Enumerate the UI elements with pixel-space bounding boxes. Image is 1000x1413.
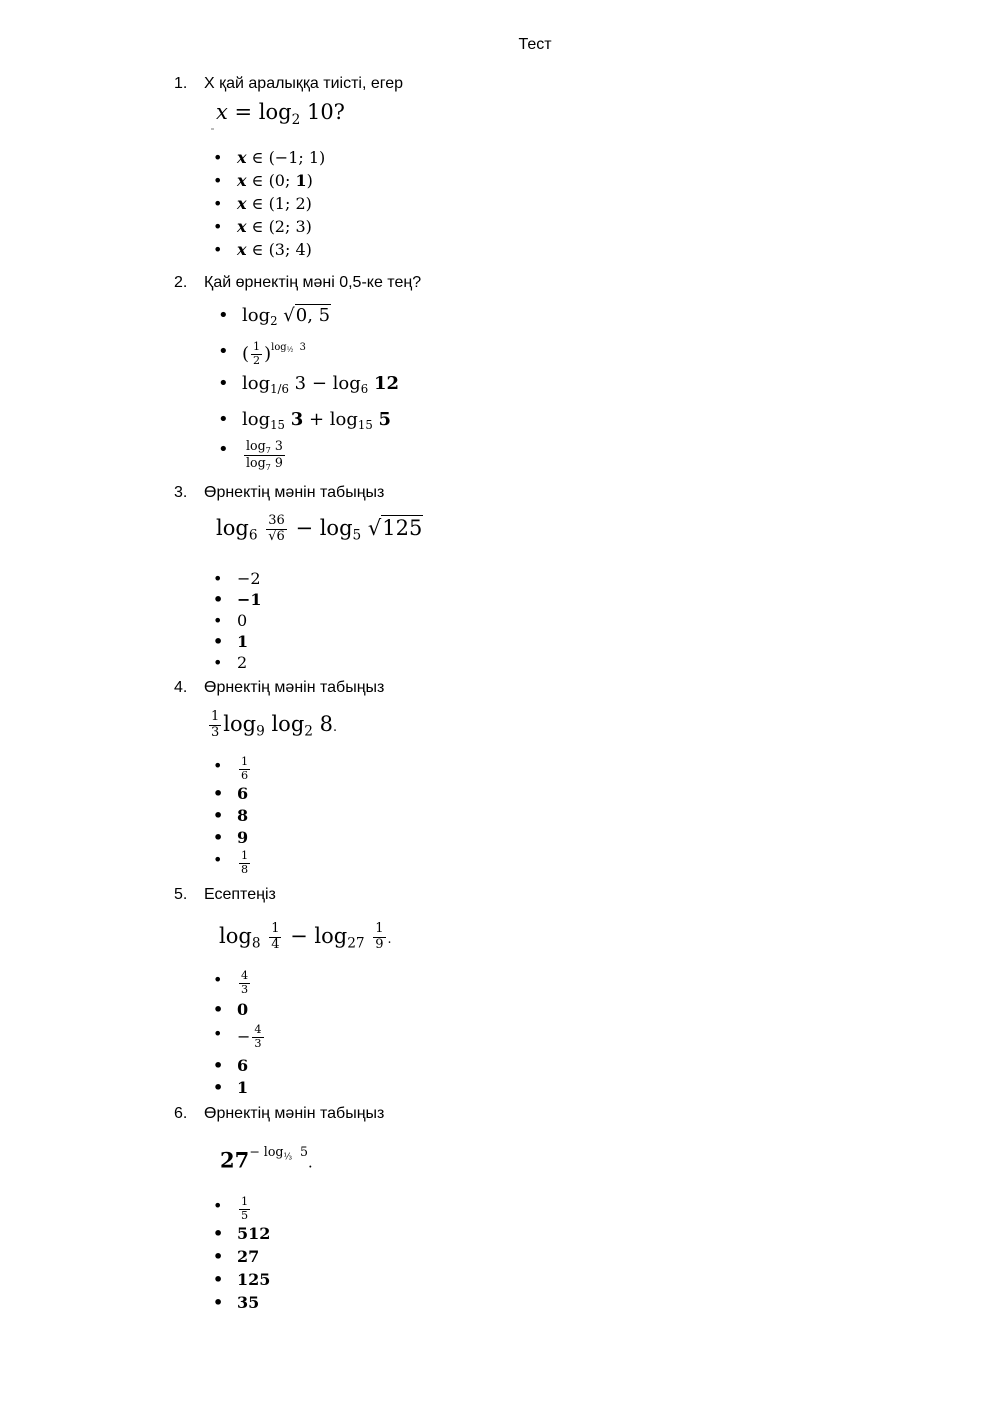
option[interactable]: • $\frac{1}{8}$: [213, 850, 252, 877]
option[interactable]: • x ∈ (3; 4): [213, 238, 325, 261]
option[interactable]: • $\frac{\log_7 3}{\log_7 9}$: [218, 439, 399, 473]
option[interactable]: • 0: [213, 1000, 266, 1024]
option[interactable]: • 9: [213, 828, 252, 850]
question-5: [174, 886, 276, 904]
option[interactable]: • ( $\frac{1}{2}$ )$^{log_{\frac{1}{2}} 3}$: [218, 341, 399, 373]
option[interactable]: • −2: [213, 568, 262, 589]
question-2: [174, 274, 421, 292]
question-1: [174, 75, 403, 93]
option[interactable]: • $\frac{1}{5}$: [213, 1196, 270, 1224]
options-list: [213, 970, 266, 1097]
question-text: Есептеңіз: [204, 886, 276, 903]
question-formula: $\log_8$ $\frac{1}{4}$ − $\log_{27}$ $\frac{1}{9}$ .: [219, 921, 392, 952]
option[interactable]: • x ∈ (2; 3): [213, 215, 325, 238]
options-list: [213, 568, 262, 673]
option[interactable]: • 1: [213, 631, 262, 652]
option[interactable]: • $\log_2 √0$, 5: [218, 305, 399, 341]
question-number: 2.: [174, 274, 188, 291]
question-4: [174, 679, 384, 697]
question-number: 1.: [174, 75, 188, 92]
question-formula: $27^{- log_{\frac{1}{3}} 5}$.: [220, 1144, 313, 1173]
question-number: 4.: [174, 679, 188, 696]
option[interactable]: • 1: [213, 1078, 266, 1097]
option[interactable]: • 6: [213, 1056, 266, 1078]
question-text: Өрнектің мәнін табыңыз: [204, 484, 385, 501]
question-formula: $\frac{1}{3}$ $\log_9 \log_2 8$.: [211, 709, 338, 740]
question-text: Өрнектің мәнін табыңыз: [204, 679, 385, 696]
option[interactable]: • −1: [213, 589, 262, 610]
option[interactable]: • 125: [213, 1270, 270, 1293]
option[interactable]: • 27: [213, 1247, 270, 1270]
question-text: Өрнектің мәнін табыңыз: [204, 1105, 385, 1122]
option[interactable]: • x ∈ (1; 2): [213, 192, 325, 215]
question-number: 6.: [174, 1105, 188, 1122]
option[interactable]: • 35: [213, 1293, 270, 1312]
option[interactable]: • 6: [213, 784, 252, 806]
options-list: [213, 146, 325, 261]
option[interactable]: • $\log_{15} 3 + \log_{15} 5$: [218, 409, 399, 439]
option[interactable]: • − $\frac{4}{3}$: [213, 1024, 266, 1056]
option[interactable]: • $\log_{1/6} 3 - \log_6 12$: [218, 373, 399, 409]
option[interactable]: • x ∈ (0; 1): [213, 169, 325, 192]
question-number: 3.: [174, 484, 188, 501]
options-list: [213, 756, 252, 877]
question-6: [174, 1105, 384, 1123]
option[interactable]: • 512: [213, 1224, 270, 1247]
options-list: [213, 1196, 270, 1312]
question-formula: $x = \log_2 10$?: [216, 100, 345, 128]
option[interactable]: • 2: [213, 652, 262, 673]
question-text: X қай аралыққа тиісті, егер: [204, 75, 404, 92]
decorative-mark: [211, 128, 214, 130]
option[interactable]: • $\frac{1}{6}$: [213, 756, 252, 784]
options-list: [218, 305, 399, 473]
option[interactable]: • 0: [213, 610, 262, 631]
question-formula: $\log_6$ $\frac{36}{√6}$ − $\log_5 √125$: [216, 513, 423, 544]
option[interactable]: • 8: [213, 806, 252, 828]
question-3: [174, 484, 384, 502]
page-title: Тест: [518, 36, 552, 53]
option[interactable]: • $\frac{4}{3}$: [213, 970, 266, 1000]
question-text: Қай өрнектің мәні 0,5-ке тең?: [204, 274, 422, 291]
question-number: 5.: [174, 886, 188, 903]
option[interactable]: • x ∈ (−1; 1): [213, 146, 325, 169]
